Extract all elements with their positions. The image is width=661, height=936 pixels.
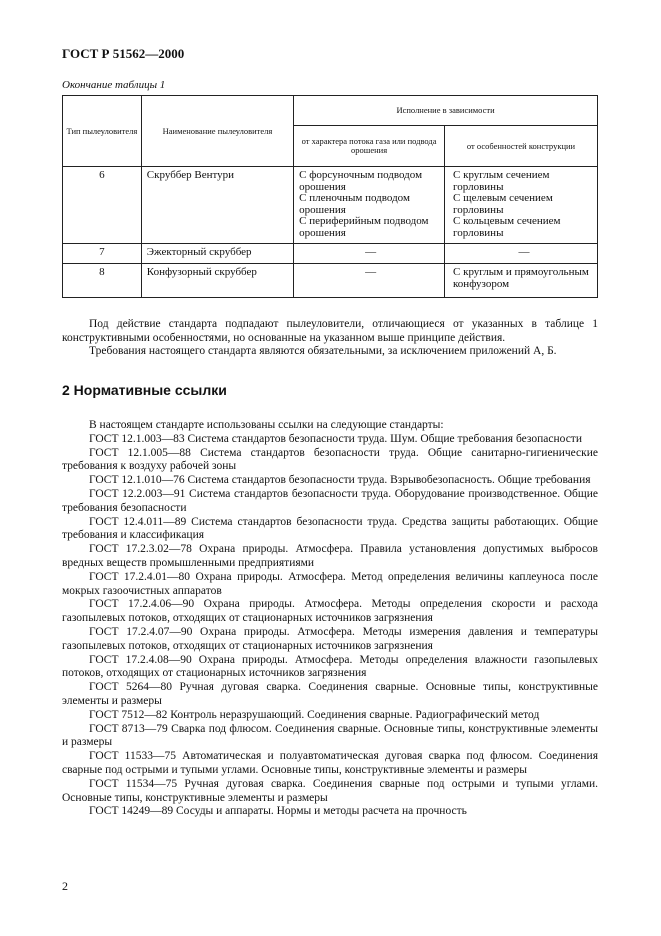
reference-item: ГОСТ 17.2.4.01—80 Охрана природы. Атмосфера. Метод определения величины каплеуноса после мокрых газоочистных аппаратов xyxy=(62,570,598,597)
reference-item: ГОСТ 12.1.010—76 Система стандартов безопасности труда. Взрывобезопасность. Общие требования xyxy=(89,474,591,487)
header-name: Наименование пылеуловителя xyxy=(141,96,293,167)
references-list xyxy=(62,419,598,819)
row-type: 7 xyxy=(63,244,142,264)
reference-item: ГОСТ 17.2.4.07—90 Охрана природы. Атмосфера. Методы измерения давления и температуры газопылевых потоков, отходящих от стационарных источников загрязнения xyxy=(62,625,598,652)
reference-item: ГОСТ 5264—80 Ручная дуговая сварка. Соединения сварные. Основные типы, конструктивные элементы и размеры xyxy=(62,681,598,707)
reference-item: ГОСТ 11534—75 Ручная дуговая сварка. Соединения сварные под острыми и тупыми углами. Основные типы, конструктивные элементы и размеры xyxy=(62,777,598,804)
table-caption: Окончание таблицы 1 xyxy=(62,79,166,91)
row-flow: — xyxy=(294,244,445,264)
reference-item: ГОСТ 8713—79 Сварка под флюсом. Соединения сварные. Основные типы, конструктивные элементы и размеры xyxy=(62,722,598,749)
row-name: Скруббер Вентури xyxy=(141,167,293,244)
row-design: — xyxy=(445,244,598,264)
reference-item: ГОСТ 12.2.003—91 Система стандартов безопасности труда. Оборудование производственное. Общие требования безопасности xyxy=(62,487,598,514)
row-flow: — xyxy=(294,264,445,298)
header-by-design: от особенностей конструкции xyxy=(445,126,598,167)
reference-item: ГОСТ 11533—75 Автоматическая и полуавтоматическая дуговая сварка под флюсом. Соединения сварные под острыми и тупыми углами. Основные типы, конструктивные элементы и размеры xyxy=(62,750,598,776)
row-name: Конфузорный скруббер xyxy=(141,264,293,298)
header-type: Тип пылеуловителя xyxy=(63,96,142,167)
reference-item: ГОСТ 12.1.005—88 Система стандартов безопасности труда. Общие санитарно-гигиенические требования к воздуху рабочей зоны xyxy=(62,446,598,473)
dust-collector-table xyxy=(62,95,598,298)
table-row xyxy=(63,167,598,244)
reference-item: ГОСТ 17.2.4.08—90 Охрана природы. Атмосфера. Методы определения влажности газопылевых потоков, отходящих от стационарных источников загрязнения xyxy=(62,653,598,680)
intro-paragraph: Под действие стандарта подпадают пылеуловители, отличающиеся от указанных в таблице 1 конструктивными особенностями, но основанные на указанном выше принципе действия. xyxy=(62,318,598,344)
intro-paragraph: Требования настоящего стандарта являются обязательными, за исключением приложений А, Б. xyxy=(89,345,557,357)
document-code-header: ГОСТ Р 51562—2000 xyxy=(62,46,185,61)
table-row xyxy=(63,264,598,298)
references-intro: В настоящем стандарте использованы ссылки на следующие стандарты: xyxy=(89,419,444,431)
reference-item: ГОСТ 17.2.3.02—78 Охрана природы. Атмосфера. Правила установления допустимых выбросов вредных веществ промышленными предприятиями xyxy=(62,543,598,569)
reference-item: ГОСТ 12.4.011—89 Система стандартов безопасности труда. Средства защиты работающих. Общие требования и классификация xyxy=(62,515,598,542)
row-type: 8 xyxy=(63,264,142,298)
reference-item: ГОСТ 12.1.003—83 Система стандартов безопасности труда. Шум. Общие требования безопасности xyxy=(89,432,582,445)
reference-item: ГОСТ 14249—89 Сосуды и аппараты. Нормы и методы расчета на прочность xyxy=(89,805,467,818)
reference-item: ГОСТ 17.2.4.06—90 Охрана природы. Атмосфера. Методы определения скорости и расхода газопылевых потоков, отходящих от стационарных источников загрязнения xyxy=(62,598,598,625)
row-flow: С форсуночным подводом орошения С пленочным подводом орошения С периферийным подводом орошения xyxy=(294,167,445,244)
row-design: С круглым и прямоугольным конфузором xyxy=(445,264,598,298)
table-row xyxy=(63,244,598,264)
header-group: Исполнение в зависимости xyxy=(294,96,598,126)
intro-text xyxy=(62,318,598,359)
page-number: 2 xyxy=(62,879,68,893)
header-by-flow: от характера потока газа или подвода орошения xyxy=(294,126,445,167)
row-name: Эжекторный скруббер xyxy=(141,244,293,264)
reference-item: ГОСТ 7512—82 Контроль неразрушающий. Соединения сварные. Радиографический метод xyxy=(89,708,540,721)
row-type: 6 xyxy=(63,167,142,244)
row-design: С круглым сечением горловины С щелевым сечением горловины С кольцевым сечением горловины xyxy=(445,167,598,244)
section-title: 2 Нормативные ссылки xyxy=(62,382,227,398)
